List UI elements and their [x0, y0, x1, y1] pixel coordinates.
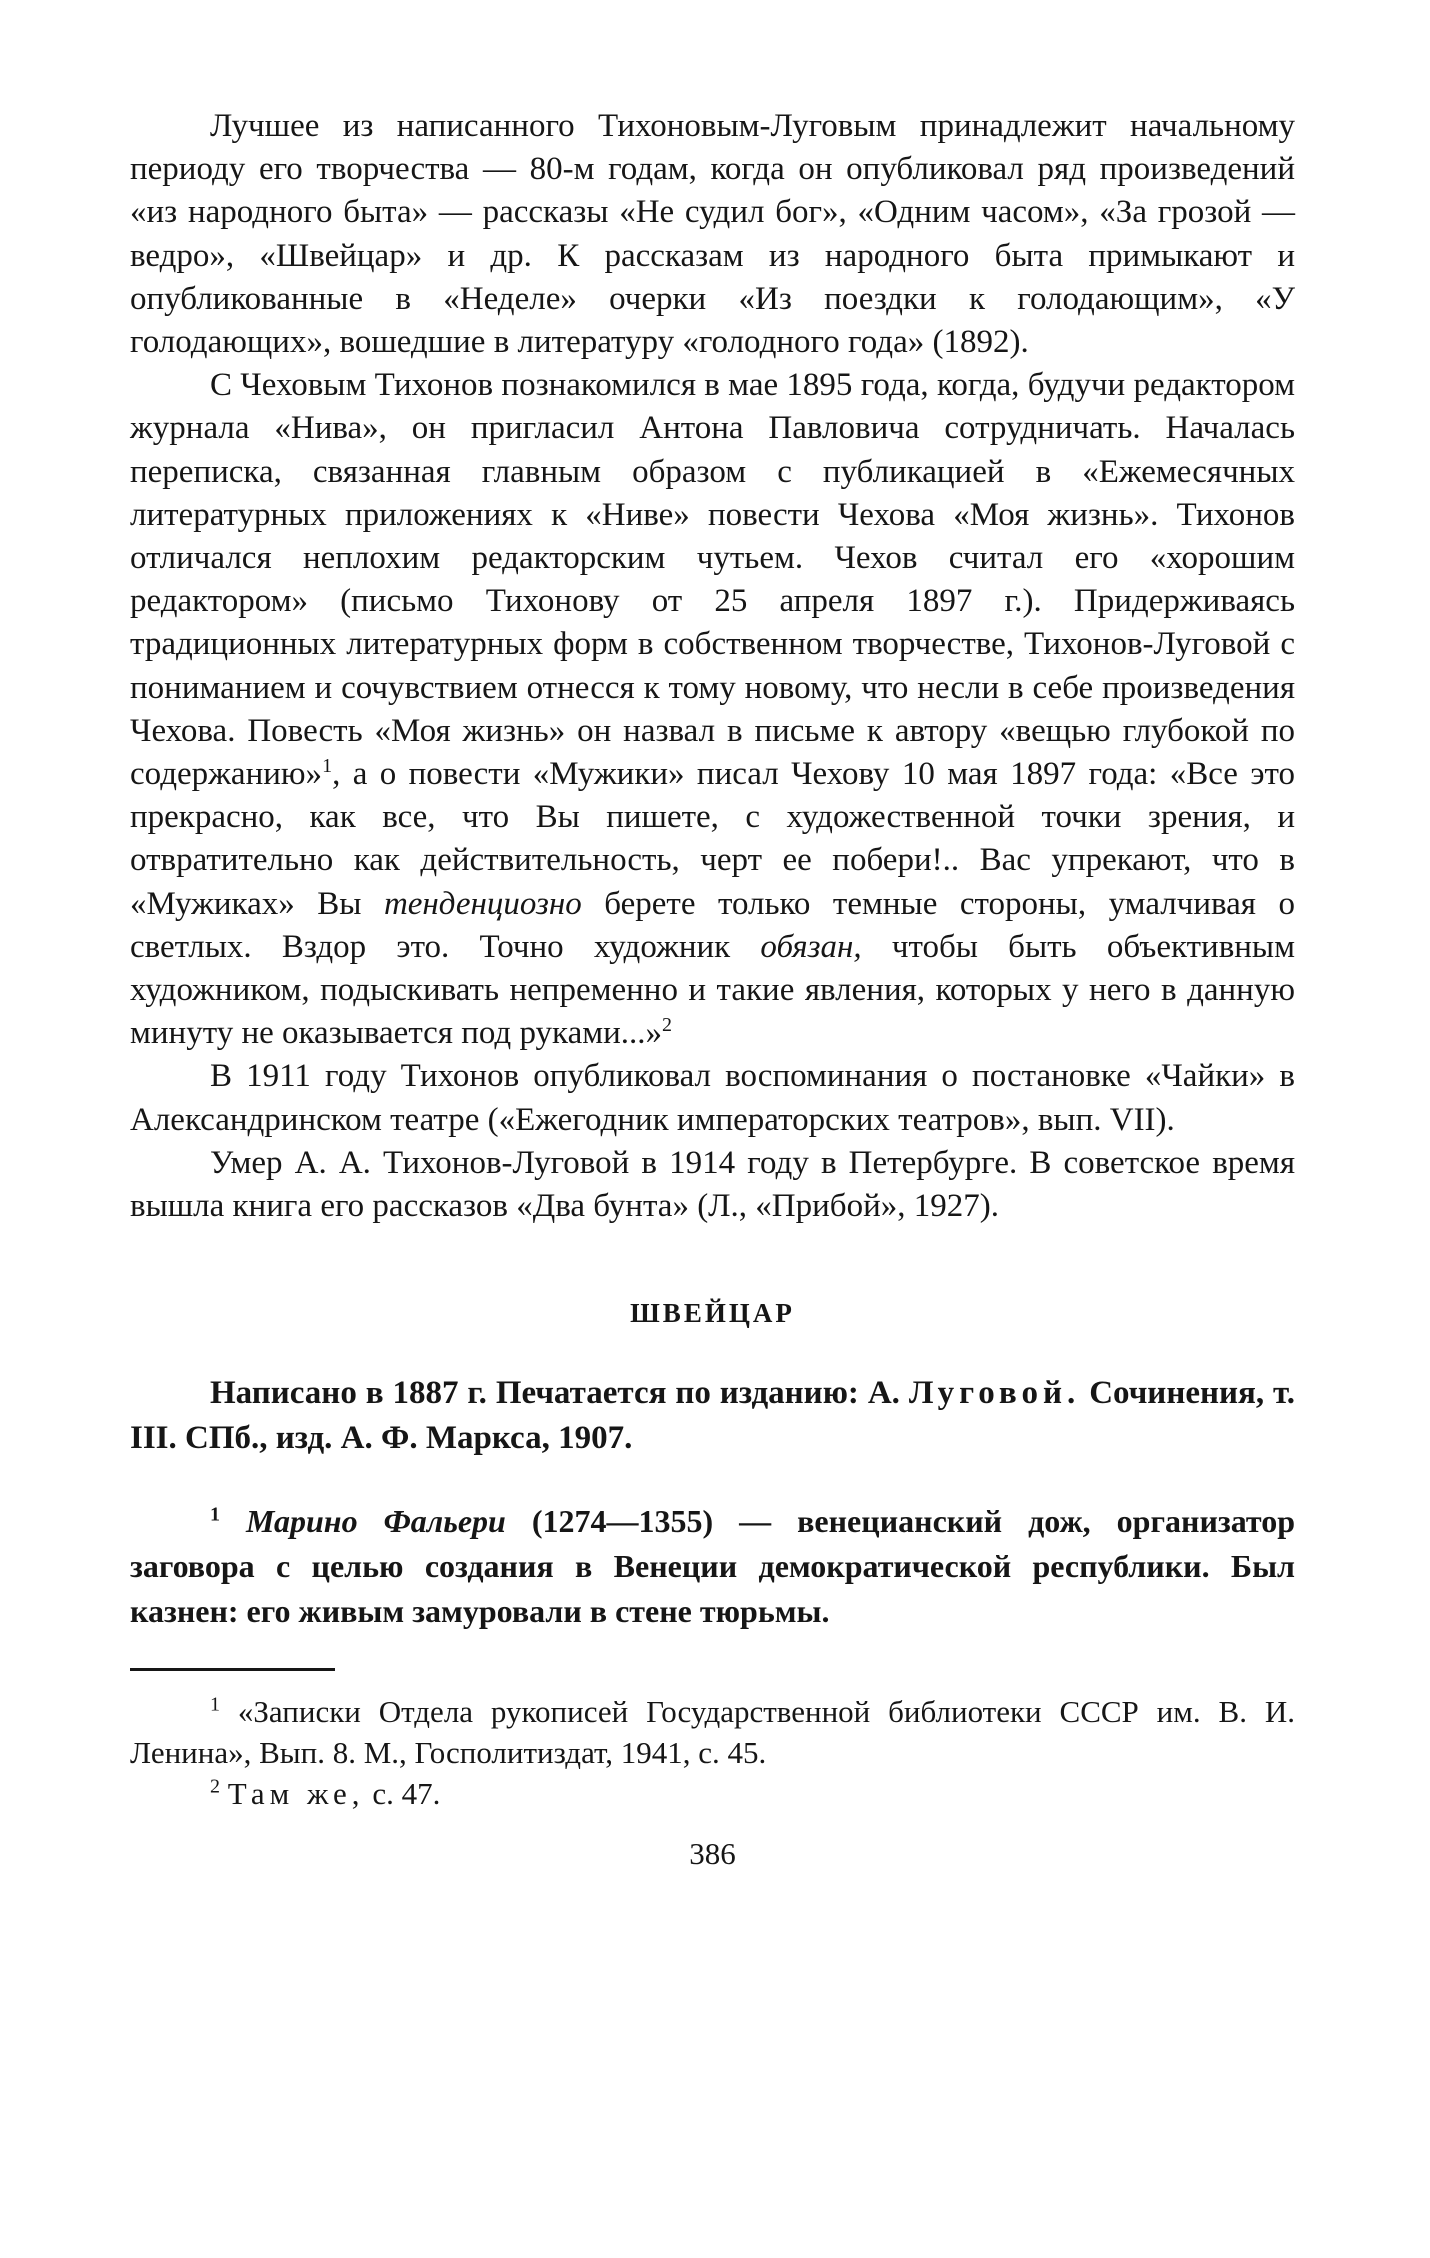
- source-author: Луговой.: [908, 1375, 1081, 1412]
- page-number: 386: [689, 1836, 736, 1872]
- paragraph-1: Лучшее из написанного Тихоновым-Луговым принадлежит начальному периоду его творчества — 80-м годам, когда он опубликовал ряд произведений «из народного быта» — рассказы «Не судил бог», «Одним часом», «За грозой — ведро», «Швейцар» и др. К рассказам из народного быта примыкают и опубликованные в «Неделе» очерки «Из поездки к голодающим», «У голодающих», вошедшие в литературу «голодного года» (1892).: [130, 108, 1295, 361]
- commentary-note: [130, 1499, 1295, 1634]
- footnote-2-spaced: Там же,: [227, 1776, 365, 1812]
- footnote-1: [130, 1691, 1295, 1773]
- source-prefix: Написано в 1887 г. Печатается по изданию: А.: [210, 1375, 909, 1412]
- footnote-2-mark: 2: [210, 1775, 220, 1798]
- footnote-divider: [130, 1668, 335, 1671]
- paragraph-4: Умер А. А. Тихонов-Луговой в 1914 году в Петербурге. В советское время вышла книга его рассказов «Два бунта» (Л., «Прибой», 1927).: [130, 1144, 1295, 1225]
- footnote-2-text: с. 47.: [364, 1776, 441, 1812]
- footnote-1-mark: 1: [210, 1693, 220, 1716]
- paragraph-2-text-c: берете только темные стороны, умалчивая о светлых. Вздор это. Точно художник: [130, 885, 1295, 965]
- paragraph-2-text-b: , а о повести «Мужики» писал Чехову 10 мая 1897 года: «Все это прекрасно, как все, что Вы пишете, с художественной точки зрения, и отвратительно как действительность, черт ее побери!.. Вас упрекают, что в «Мужиках» Вы: [130, 756, 1295, 922]
- paragraph-3: В 1911 году Тихонов опубликовал воспоминания о постановке «Чайки» в Александринском театре («Ежегодник императорских театров», вып. VII).: [130, 1058, 1295, 1138]
- footnote-ref-2: 2: [662, 1014, 673, 1037]
- body-text: [130, 105, 1295, 1228]
- paragraph-2: [130, 364, 1295, 1055]
- source-note: [130, 1371, 1295, 1461]
- section-heading: ШВЕЙЦАР: [630, 1298, 795, 1329]
- page: [130, 105, 1295, 1872]
- footnote-ref-1: 1: [322, 755, 333, 778]
- paragraph-2-text-d: чтобы быть объективным художником, подыскивать непременно и такие явления, которых у него в данную минуту не оказывается под руками...»: [130, 928, 1295, 1052]
- paragraph-2-italic-b: обязан,: [760, 928, 862, 965]
- paragraph-2-text-a: С Чеховым Тихонов познакомился в мае 1895 года, когда, будучи редактором журнала «Нива», он пригласил Антона Павловича сотрудничать. Началась переписка, связанная главным образом с публикацией в «Ежемесячных литературных приложениях к «Ниве» повести Чехова «Моя жизнь». Тихонов отличался неплохим редакторским чутьем. Чехов считал его «хорошим редактором» (письмо Тихонову от 25 апреля 1897 г.). Придерживаясь традиционных литературных форм в собственном творчестве, Тихонов-Луговой с пониманием и сочувствием отнесся к тому новому, что несли в себе произведения Чехова. Повесть «Моя жизнь» он назвал в письме к автору «вещью глубокой по содержанию»: [130, 367, 1295, 793]
- footnote-2: [130, 1773, 1295, 1814]
- footnote-1-text: «Записки Отдела рукописей Государственной библиотеки СССР им. В. И. Ленина», Вып. 8. М., Госполитиздат, 1941, с. 45.: [130, 1694, 1295, 1771]
- paragraph-2-italic-a: тенденциозно: [383, 885, 582, 922]
- note-text: (1274—1355) — венецианский дож, организатор заговора с целью создания в Венеции демократической республики. Был казнен: его живым замуровали в стене тюрьмы.: [130, 1503, 1295, 1630]
- note-mark: 1: [210, 1503, 220, 1526]
- source-suffix: Сочинения, т. III. СПб., изд. А. Ф. Маркса, 1907.: [130, 1375, 1296, 1457]
- note-name: Марино Фальери: [246, 1503, 506, 1540]
